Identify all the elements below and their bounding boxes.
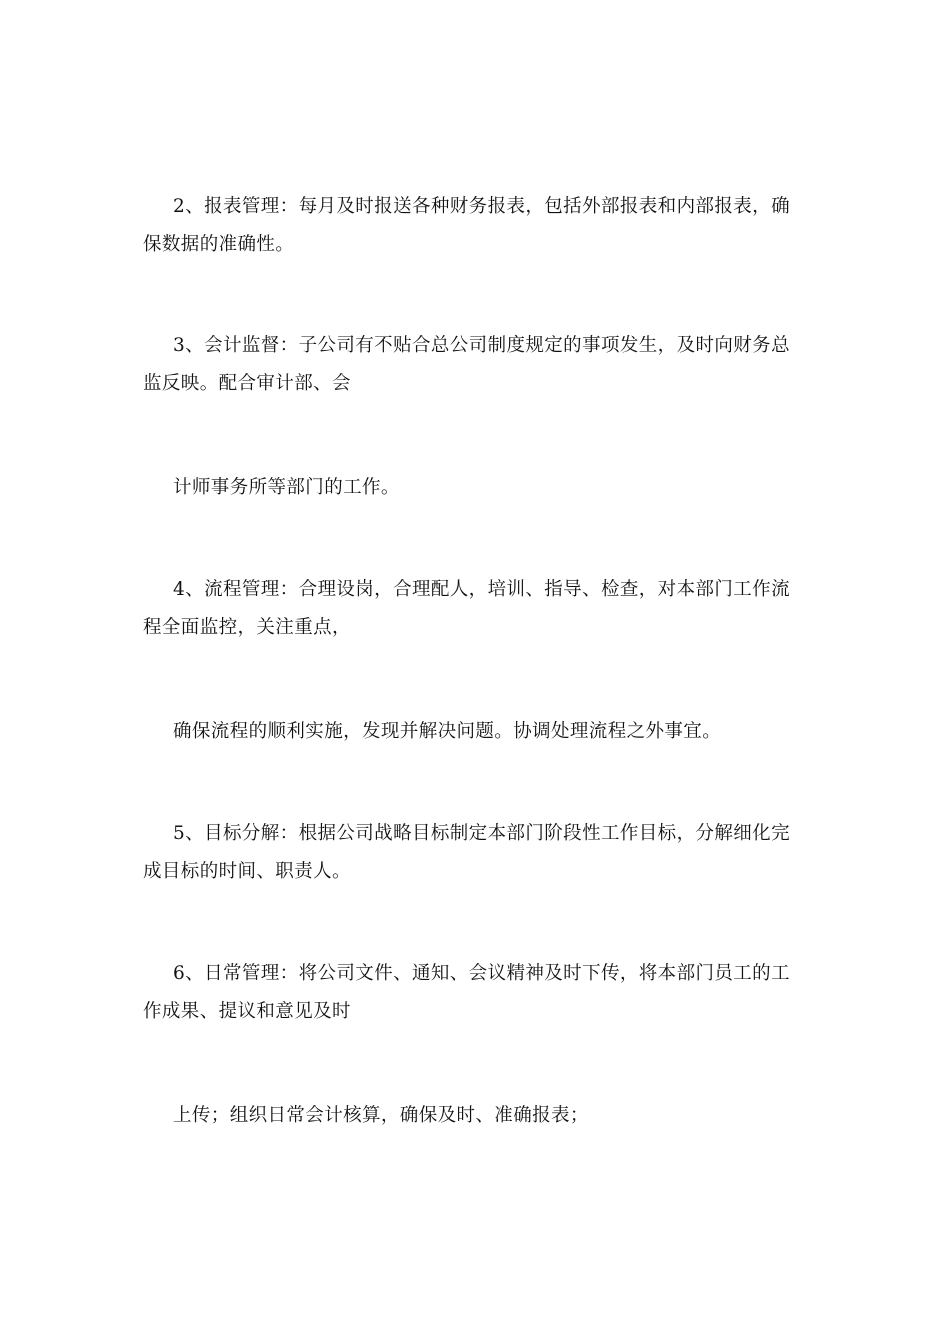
paragraph-line: 成目标的时间、职责人。 (143, 861, 351, 882)
paragraph-line: 计师事务所等部门的工作。 (173, 477, 400, 498)
paragraph-line: 3、会计监督：子公司有不贴合总公司制度规定的事项发生，及时向财务总 (173, 335, 790, 356)
paragraph-line: 6、日常管理：将公司文件、通知、会议精神及时下传，将本部门员工的工 (173, 963, 790, 984)
paragraph-line: 4、流程管理：合理设岗，合理配人，培训、指导、检查，对本部门工作流 (173, 579, 790, 600)
paragraph-line: 5、目标分解：根据公司战略目标制定本部门阶段性工作目标，分解细化完 (173, 823, 790, 844)
paragraph-process-management (143, 571, 797, 647)
paragraph-line: 作成果、提议和意见及时 (143, 1001, 351, 1022)
paragraph-goal-decomposition (143, 815, 797, 891)
paragraph-report-management (143, 188, 797, 264)
paragraph-daily-management-continued (143, 1097, 797, 1135)
paragraph-line: 确保流程的顺利实施，发现并解决问题。协调处理流程之外事宜。 (173, 721, 722, 742)
paragraph-line: 2、报表管理：每月及时报送各种财务报表，包括外部报表和内部报表，确 (173, 196, 790, 217)
paragraph-line: 保数据的准确性。 (143, 234, 295, 255)
paragraph-accounting-supervision-continued (143, 469, 797, 507)
paragraph-line: 监反映。配合审计部、会 (143, 373, 351, 394)
paragraph-process-management-continued (143, 713, 797, 751)
paragraph-daily-management (143, 955, 797, 1031)
paragraph-line: 程全面监控，关注重点， (143, 617, 351, 638)
paragraph-accounting-supervision (143, 327, 797, 403)
paragraph-line: 上传；组织日常会计核算，确保及时、准确报表； (173, 1105, 589, 1126)
